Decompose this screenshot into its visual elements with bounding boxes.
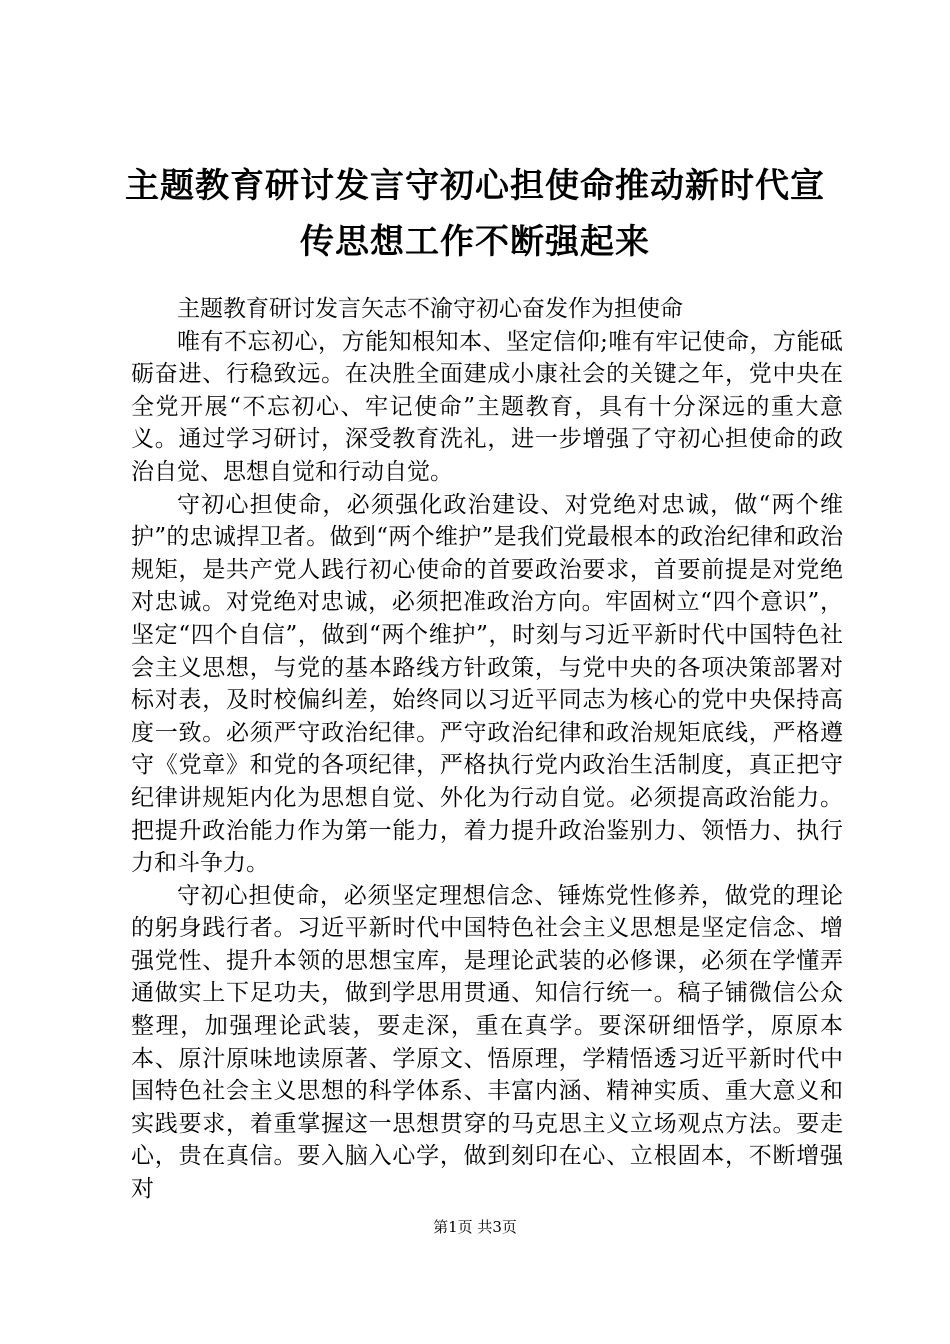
document-body [131, 293, 843, 1206]
paragraph-2: 守初心担使命，必须强化政治建设、对党绝对忠诚，做“两个维护”的忠诚捍卫者。做到“两个维护”是我们党最根本的政治纪律和政治规矩，是共产党人践行初心使命的首要政治要求，首要前提是对党绝对忠诚。对党绝对忠诚，必须把准政治方向。牢固树立“四个意识”，坚定“四个自信”，做到“两个维护”，时刻与习近平新时代中国特色社会主义思想，与党的基本路线方针政策，与党中央的各项决策部署对标对表，及时校偏纠差，始终同以习近平同志为核心的党中央保持高度一致。必须严守政治纪律。严守政治纪律和政治规矩底线，严格遵守《党章》和党的各项纪律，严格执行党内政治生活制度，真正把守纪律讲规矩内化为思想自觉、外化为行动自觉。必须提高政治能力。把提升政治能力作为第一能力，着力提升政治鉴别力、领悟力、执行力和斗争力。 [131, 491, 843, 877]
document-subtitle: 主题教育研讨发言矢志不渝守初心奋发作为担使命 [177, 296, 683, 322]
document-title: 主题教育研讨发言守初心担使命推动新时代宣传思想工作不断强起来 [125, 166, 825, 262]
page-footer: 第1页 共3页 [433, 1218, 517, 1236]
paragraph-1: 唯有不忘初心，方能知根知本、坚定信仰;唯有牢记使命，方能砥砺奋进、行稳致远。在决胜全面建成小康社会的关键之年，党中央在全党开展“不忘初心、牢记使命”主题教育，具有十分深远的重大意义。通过学习研讨，深受教育洗礼，进一步增强了守初心担使命的政治自觉、思想自觉和行动自觉。 [131, 328, 843, 485]
paragraph-3: 守初心担使命，必须坚定理想信念、锤炼党性修养，做党的理论的躬身践行者。习近平新时代中国特色社会主义思想是坚定信念、增强党性、提升本领的思想宝库，是理论武装的必修课，必须在学懂弄通做实上下足功夫，做到学思用贯通、知信行统一。稿子铺微信公众整理，加强理论武装，要走深，重在真学。要深研细悟学，原原本本、原汁原味地读原著、学原文、悟原理，学精悟透习近平新时代中国特色社会主义思想的科学体系、丰富内涵、精神实质、重大意义和实践要求，着重掌握这一思想贯穿的马克思主义立场观点方法。要走心，贵在真信。要入脑入心学，做到刻印在心、立根固本，不断增强对 [131, 882, 843, 1203]
